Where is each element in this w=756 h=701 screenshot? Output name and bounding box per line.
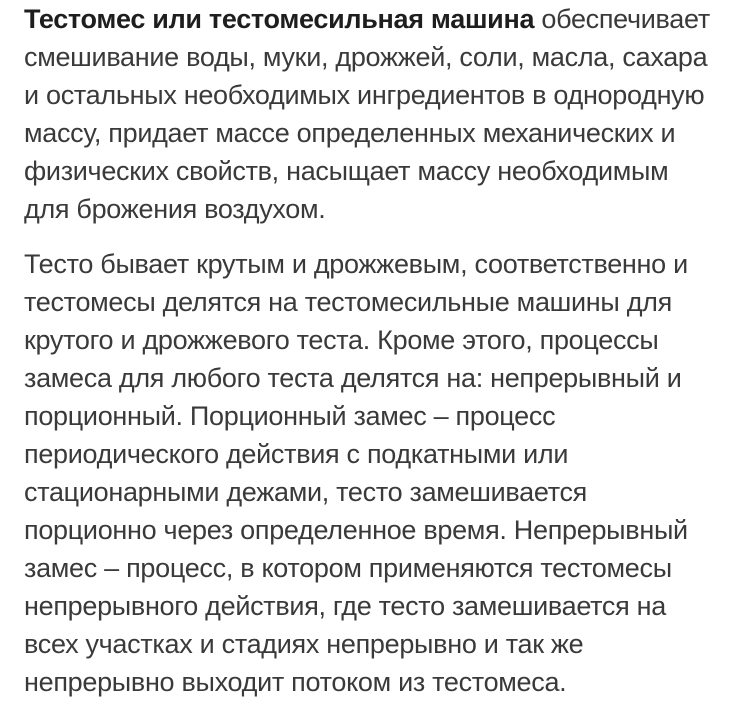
text-line: всех участках и стадиях непрерывно и так же <box>24 629 584 659</box>
paragraph-dough-types <box>24 245 740 701</box>
text-line: порционно через определенное время. Непрерывный <box>24 515 688 545</box>
text-line: замеса для любого теста делятся на: непрерывный и <box>24 363 682 393</box>
text-line: замес – процесс, в котором применяются тестомесы <box>24 553 672 583</box>
text-span: обеспечивает <box>534 4 710 34</box>
text-line: крутого и дрожжевого теста. Кроме этого, процессы <box>24 325 659 355</box>
text-line: непрерывного действия, где тесто замешивается на <box>24 591 666 621</box>
text-line: непрерывно выходит потоком из тестомеса. <box>24 667 567 697</box>
text-line: и остальных необходимых ингредиентов в однородную <box>24 80 705 110</box>
text-line: тестомесы делятся на тестомесильные машины для <box>24 287 672 317</box>
bold-term: Тестомес или тестомесильная машина <box>24 4 535 34</box>
text-line: физических свойств, насыщает массу необходимым <box>24 156 669 186</box>
text-line: Тесто бывает крутым и дрожжевым, соответственно и <box>24 249 688 279</box>
text-line <box>24 0 740 38</box>
article-text <box>24 0 740 701</box>
text-line: смешивание воды, муки, дрожжей, соли, масла, сахара <box>24 42 708 72</box>
text-line: для брожения воздухом. <box>24 194 326 224</box>
text-line: массу, придает массе определенных механических и <box>24 118 676 148</box>
text-line: периодического действия с подкатными или <box>24 439 569 469</box>
text-line: порционный. Порционный замес – процесс <box>24 401 556 431</box>
text-line: стационарными дежами, тесто замешивается <box>24 477 587 507</box>
paragraph-dough-mixer-definition <box>24 0 740 228</box>
